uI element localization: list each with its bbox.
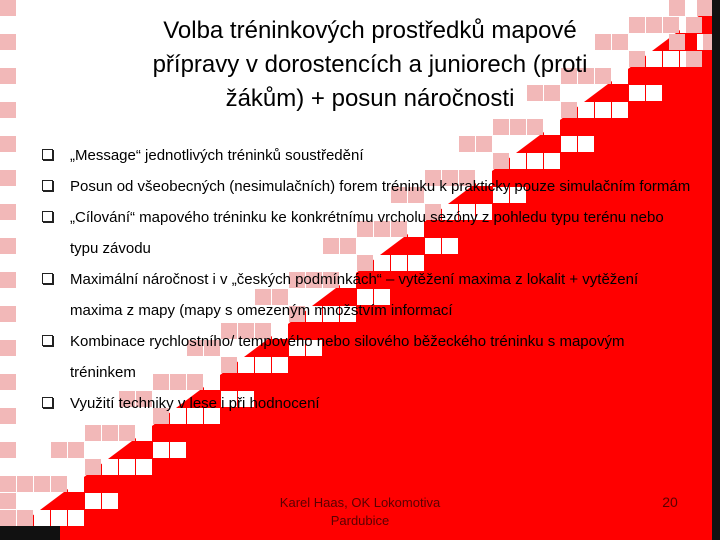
title-line-3: žákům) + posun náročnosti: [225, 85, 515, 112]
pattern-square: [102, 493, 118, 509]
pattern-square: [51, 442, 67, 458]
square-bullet-icon: [42, 211, 53, 222]
pattern-square: [0, 442, 16, 458]
pattern-square: [0, 340, 16, 356]
pattern-square: [85, 459, 101, 475]
bullet-item: [42, 388, 692, 419]
title-line-1: Volba tréninkových prostředků mapové: [163, 17, 577, 44]
pattern-square: [119, 425, 135, 441]
right-edge-bar: [712, 0, 720, 540]
square-bullet-icon: [42, 180, 53, 191]
pattern-square: [119, 459, 135, 475]
bullet-text: Posun od všeobecných (nesimulačních) forem tréninku k prakticky pouze simulačním formám: [70, 178, 691, 195]
pattern-square: [669, 34, 685, 50]
bottom-left-edge-bar: [0, 526, 60, 540]
pattern-square: [0, 170, 16, 186]
footer-author: Karel Haas, OK Lokomotiva Pardubice: [279, 495, 441, 528]
pattern-square: [0, 408, 16, 424]
page-number: 20: [662, 494, 678, 510]
pattern-square: [0, 510, 16, 526]
bullet-text: Využití techniky v lese i při hodnocení: [70, 395, 320, 412]
pattern-square: [0, 0, 16, 16]
pattern-square: [686, 17, 702, 33]
pattern-square: [170, 442, 186, 458]
pattern-square: [669, 0, 685, 16]
pattern-square: [544, 119, 560, 135]
pattern-square: [17, 510, 33, 526]
pattern-square: [51, 510, 67, 526]
pattern-square: [153, 442, 169, 458]
pattern-square: [527, 119, 543, 135]
bullet-text: Kombinace rychlostního/ tempového nebo silového běžeckého tréninku s mapovým tréninkem: [70, 333, 625, 381]
pattern-square: [0, 306, 16, 322]
bullet-item: [42, 264, 692, 326]
square-bullet-icon: [42, 273, 53, 284]
pattern-square: [686, 51, 702, 67]
pattern-square: [68, 476, 84, 492]
pattern-square: [0, 102, 16, 118]
bullet-item: [42, 326, 692, 388]
pattern-square: [85, 425, 101, 441]
slide-title: [70, 14, 670, 116]
pattern-square: [17, 476, 33, 492]
square-bullet-icon: [42, 397, 53, 408]
square-bullet-icon: [42, 149, 53, 160]
pattern-square: [68, 442, 84, 458]
pattern-square: [510, 119, 526, 135]
pattern-square: [0, 68, 16, 84]
pattern-square: [51, 476, 67, 492]
pattern-square: [0, 476, 16, 492]
pattern-square: [102, 425, 118, 441]
bullet-list: [42, 140, 692, 419]
pattern-square: [136, 425, 152, 441]
bullet-item: [42, 202, 692, 264]
bullet-text: „Message“ jednotlivých tréninků soustředění: [70, 147, 364, 164]
bullet-item: [42, 171, 692, 202]
pattern-square: [0, 204, 16, 220]
pattern-square: [0, 136, 16, 152]
bullet-text: „Cílování“ mapového tréninku ke konkrétnímu vrcholu sezóny z pohledu typu terénu nebo typu závodu: [70, 209, 664, 257]
pattern-square: [68, 510, 84, 526]
pattern-square: [34, 476, 50, 492]
pattern-square: [493, 119, 509, 135]
bullet-item: [42, 140, 692, 171]
pattern-square: [85, 493, 101, 509]
square-bullet-icon: [42, 335, 53, 346]
pattern-square: [34, 510, 50, 526]
pattern-square: [0, 34, 16, 50]
pattern-square: [102, 459, 118, 475]
pattern-square: [0, 493, 16, 509]
pattern-square: [0, 238, 16, 254]
bullet-text: Maximální náročnost i v „českých podmínkách“ – vytěžení maxima z lokalit + vytěžení maxima z mapy (mapy s omezeným množstvím informací: [70, 271, 639, 319]
title-line-2: přípravy v dorostencích a juniorech (proti: [152, 51, 588, 78]
pattern-square: [0, 272, 16, 288]
pattern-square: [136, 459, 152, 475]
pattern-square: [0, 374, 16, 390]
